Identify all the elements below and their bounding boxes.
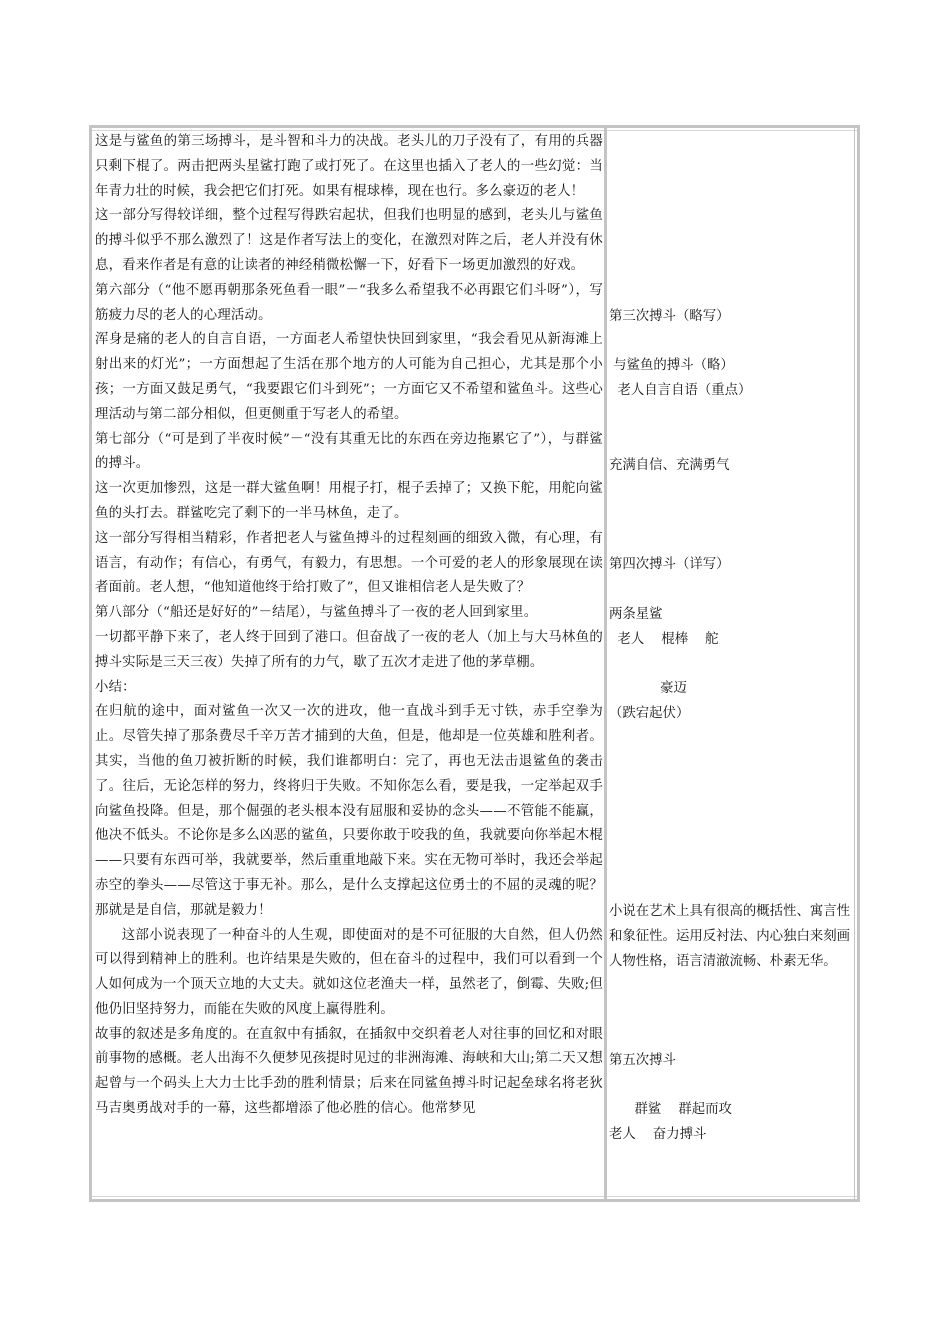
paragraph: 这一次更加惨烈，这是一群大鲨鱼啊！用棍子打，棍子丢掉了；又换下舵，用舵向鲨鱼的头打去。群鲨吃完了剩下的一半马林鱼，走了。 [95, 481, 603, 521]
paragraph: 小结： [95, 679, 136, 695]
note-old-man-monologue: 老人自言自语（重点） [609, 383, 752, 398]
note-confidence-courage: 充满自信、充满勇气 [609, 458, 730, 473]
analysis-text-column [95, 130, 603, 1122]
table-inner-border-bottom [92, 1196, 857, 1197]
column-divider [604, 128, 607, 1199]
paragraph: 第六部分（“他不愿再朝那条死鱼看一眼”－“我多么希望我不必再跟它们斗呀”），写筋疲力尽的老人的心理活动。 [95, 282, 603, 323]
note-artistic-features: 小说在艺术上具有很高的概括性、寓言性和象征性。运用反衬法、内心独白来刻画人物性格，语言清澈流畅、朴素无华。 [609, 904, 851, 969]
note-fifth-fight: 第五次搏斗 [609, 1053, 676, 1068]
note-shark-fight-brief: 与鲨鱼的搏斗（略） [609, 358, 734, 373]
paragraph: 这部小说表现了一种奋斗的人生观，即使面对的是不可征服的大自然，但人仍然可以得到精神上的胜利。也许结果是失败的，但在奋斗的过程中，我们可以看到一个人如何成为一个顶天立地的大丈夫。就如这位老渔夫一样，虽然老了，倒霉、失败;但他仍旧坚持努力，而能在失败的风度上赢得胜利。 [95, 927, 603, 1017]
column-divider-narrow [854, 128, 855, 1199]
note-fourth-fight: 第四次搏斗（详写） [609, 557, 730, 572]
note-old-man-club-rudder: 老人 棍棒 舵 [609, 632, 719, 647]
note-ups-and-downs: （跌宕起伏） [609, 706, 690, 721]
note-old-man-struggle: 老人 奋力搏斗 [609, 1127, 707, 1142]
note-third-fight: 第三次搏斗（略写） [609, 309, 730, 324]
note-heroic: 豪迈 [609, 681, 687, 696]
paragraph: 一切都平静下来了，老人终于回到了港口。但奋战了一夜的老人（加上与大马林鱼的搏斗实际是三天三夜）失掉了所有的力气，歇了五次才走进了他的茅草棚。 [95, 629, 603, 670]
paragraph: 浑身是痛的老人的自言自语，一方面老人希望快快回到家里，“我会看见从新海滩上射出来的灯光”；一方面想起了生活在那个地方的人可能为自己担心，尤其是那个小孩；一方面又鼓足勇气，“我要跟它们斗到死”；一方面它又不希望和鲨鱼斗。这些心理活动与第二部分相似，但更侧重于写老人的希望。 [95, 332, 603, 422]
note-two-sharks: 两条星鲨 [609, 607, 663, 622]
paragraph: 这一部分写得相当精彩，作者把老人与鲨鱼搏斗的过程刻画的细致入微，有心理，有语言，有动作；有信心，有勇气，有毅力，有思想。一个可爱的老人的形象展现在读者面前。老人想，“他知道他终于给打败了”，但又谁相信老人是失败了？ [95, 530, 603, 596]
note-shark-pack-attack: 群鲨 群起而攻 [609, 1102, 732, 1117]
paragraph: 这是与鲨鱼的第三场搏斗，是斗智和斗力的决战。老头儿的刀子没有了，有用的兵器只剩下棍了。两击把两头星鲨打跑了或打死了。在这里也插入了老人的一些幻觉：当年青力壮的时候，我会把它们打死。如果有棍球棒，现在也行。多么豪迈的老人！ [95, 134, 603, 199]
paragraph: 这一部分写得较详细，整个过程写得跌宕起状，但我们也明显的感到，老头儿与鲨鱼的搏斗似乎不那么激烈了！这是作者写法上的变化，在激烈对阵之后，老人并没有休息，看来作者是有意的让读者的神经稍微松懈一下，好看下一场更加激烈的好戏。 [95, 208, 603, 273]
paragraph: 故事的叙述是多角度的。在直叙中有插叙，在插叙中交织着老人对往事的回忆和对眼前事物的感概。老人出海不久便梦见孩提时见过的非洲海滩、海峡和大山;第二天又想起曾与一个码头上大力士比手劲的胜利情景；后来在同鲨鱼搏斗时记起垒球名将老狄马吉奥勇战对手的一幕，这些都增添了他必胜的信心。他常梦见 [95, 1026, 603, 1117]
paragraph: 第七部分（“可是到了半夜时候”－“没有其重无比的东西在旁边拖累它了”），与群鲨的搏斗。 [95, 431, 603, 472]
paragraph: 在归航的途中，面对鲨鱼一次又一次的进攻，他一直战斗到手无寸铁，赤手空拳为止。尽管失掉了那条费尽千辛万苦才捕到的大鱼，但是，他却是一位英雄和胜利者。其实，当他的鱼刀被折断的时候，我们谁都明白：完了，再也无法击退鲨鱼的袭击了。往后，无论怎样的努力，终将归于失败。不知你怎么看，要是我，一定举起双手向鲨鱼投降。但是，那个倔强的老头根本没有屈服和妥协的念头——不管能不能赢，他决不低头。不论你是多么凶恶的鲨鱼，只要你敢于咬我的鱼，我就要向你举起木棍——只要有东西可举，我就要举，然后重重地敲下来。实在无物可举时，我还会举起赤空的拳头——尽管这于事无补。那么，是什么支撑起这位勇士的不屈的灵魂的呢？那就是是自信，那就是毅力！ [95, 704, 603, 918]
document-table [89, 125, 860, 1202]
paragraph: 第八部分（“船还是好好的”－结尾），与鲨鱼搏斗了一夜的老人回到家里。 [95, 605, 538, 621]
